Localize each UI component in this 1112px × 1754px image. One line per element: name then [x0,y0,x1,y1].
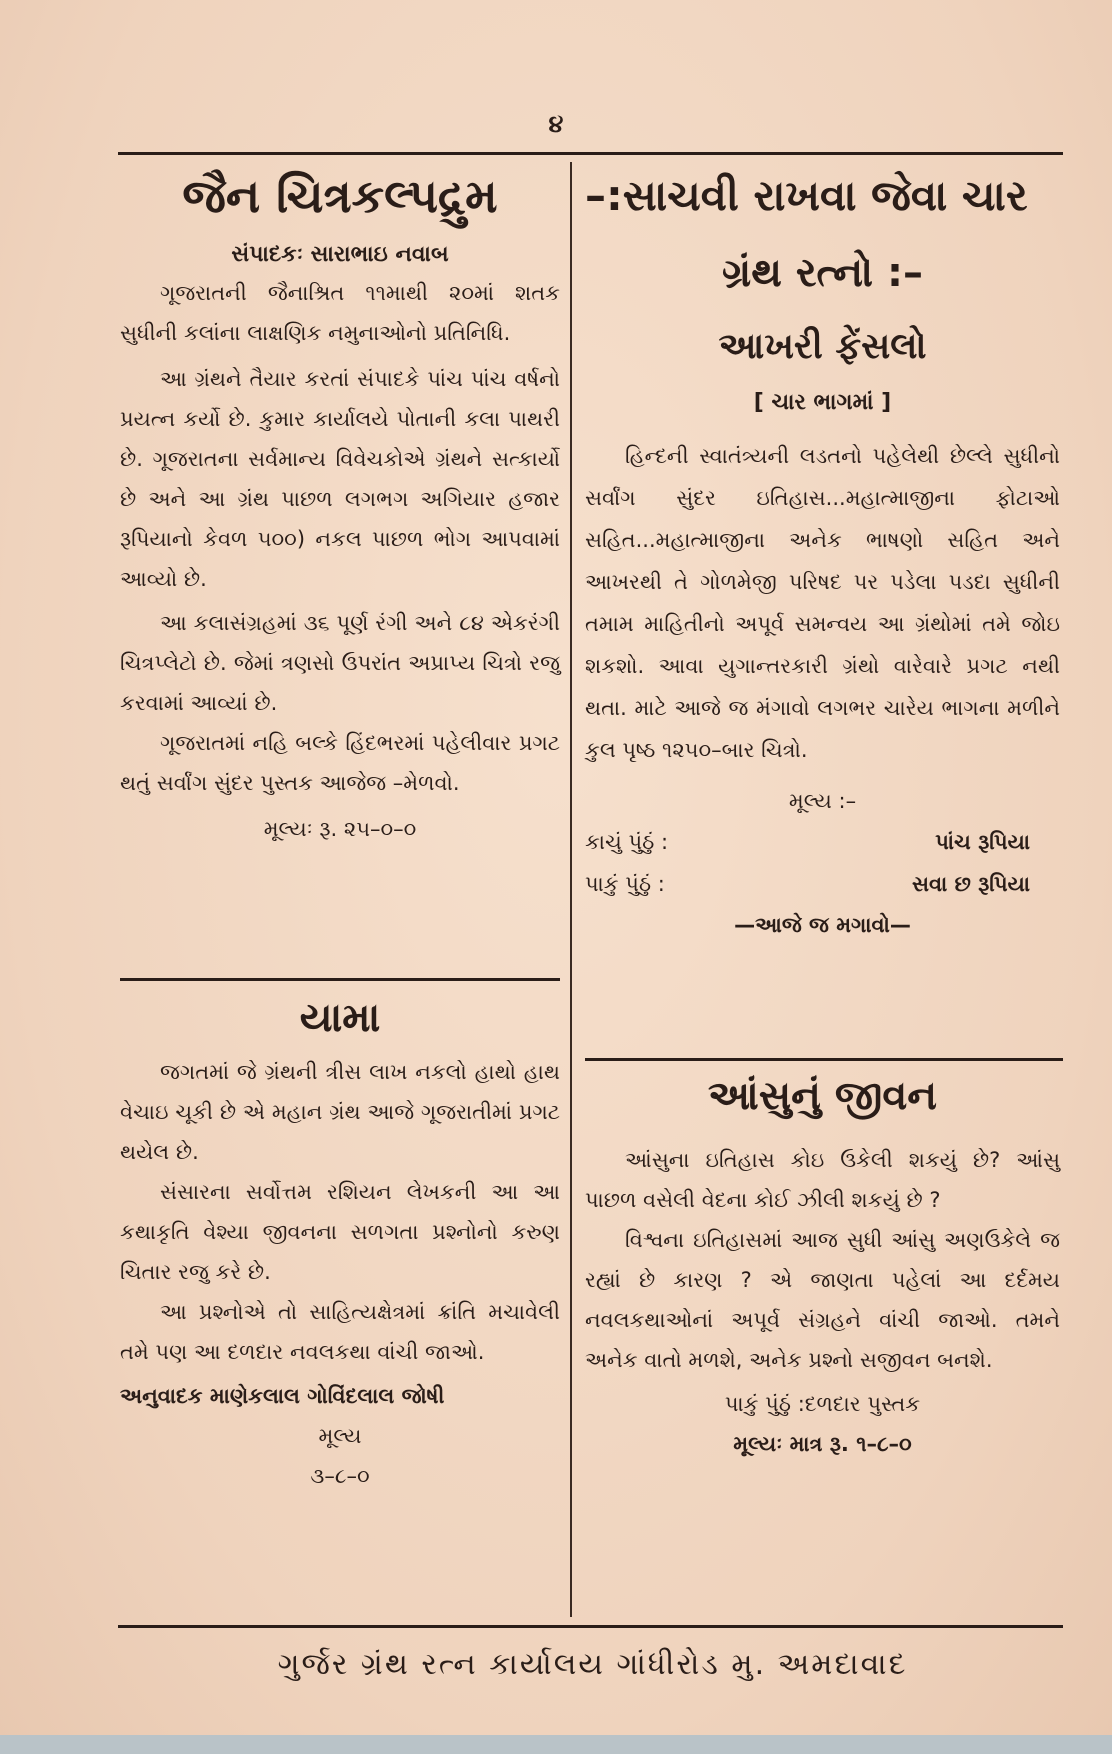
book-paragraph: આ કલાસંગ્રહમાં ૩૬ પૂર્ણ રંગી અને ૮૪ એકરંગી ચિત્રપ્લેટો છે. જેમાં ત્રણસો ઉપરાંત અપ્રાપ્ય ચિત્રો રજુ કરવામાં આવ્યાં છે. [120,611,560,715]
price-row-label: કાચું પુંઠું : [585,830,669,854]
left-column-lower [120,990,560,1496]
book-title: જૈન ચિત્રકલ્પદ્રુમ [182,169,498,223]
book-translator: અનુવાદક માણેકલાલ ગોવિંદલાલ જોષી [120,1384,445,1408]
book-jain-chitrakalpadrum [120,165,560,849]
book-title: આંસુનું જીવન [707,1073,938,1119]
top-rule [118,152,1063,155]
book-paragraph: સંસારના સર્વોત્તમ રશિયન લેખકની આ આ કથાકૃતિ વેશ્યા જીવનના સળગતા પ્રશ્નોનો કરુણ ચિતાર રજુ કરે છે. [120,1180,560,1284]
right-column-lower [585,1068,1060,1464]
book-binding: પાકું પુંઠું :દળદાર પુસ્તક [724,1392,921,1416]
book-paragraph: હિન્દની સ્વાતંત્ર્યની લડતનો પહેલેથી છેલ્લે સુધીનો સર્વાંગ સુંદર ઇતિહાસ...મહાત્માજીના ફોટાઓ સહિત...મહાત્માજીના અનેક ભાષણો સહિત અને આખરથી તે ગોળમેજી પરિષદ પર પડેલા પડદા સુધીની તમામ માહિતીનો અપૂર્વ સમન્વય આ ગ્રંથોમાં તમે જોઇ શકશો. આવા યુગાન્તરકારી ગ્રંથો વારેવારે પ્રગટ નથી થતા. માટે આજે જ મંગાવો લગભર ચારેય ભાગના મળીને કુલ પૃષ્ઠ ૧૨૫૦–બાર ચિત્રો. [585,444,1060,762]
book-aansunu-jivan [585,1068,1060,1464]
book-paragraph: ગૂજરાતમાં નહિ બલ્કે હિંદભરમાં પહેલીવાર પ્રગટ થતું સર્વાંગ સુંદર પુસ્તક આજેજ –મેળવો. [120,731,560,795]
price-row [585,863,1060,905]
book-title: યામા [299,995,381,1041]
book-yama [120,990,560,1496]
book-aakhari-fensalo [585,319,1060,945]
book-price-label: મૂલ્ય [318,1424,362,1448]
book-paragraph: ગૂજરાતની જૈનાશ્રિત ૧૧માથી ૨૦માં શતક સુધીની કલાંના લાક્ષણિક નમુનાઓનો પ્રતિનિધિ. [120,281,560,345]
book-editor: સંપાદકઃ સારાભાઇ નવાબ [231,242,449,267]
book-subtitle: [ ચાર ભાગમાં ] [753,390,892,415]
section-heading: ગ્રંથ રત્નો :– [722,250,923,296]
book-paragraph: આંસુના ઇતિહાસ કોઇ ઉકેલી શકયું છે? આંસુ પાછળ વસેલી વેદના કોઈ ઝીલી શકયું છે ? [585,1148,1060,1212]
page-number: ૪ [548,110,564,138]
publisher-footer: ગુર્જર ગ્રંથ રત્ન કાર્યાલય ગાંધીરોડ મુ. અમદાવાદ [277,1647,908,1682]
book-paragraph: વિશ્વના ઇતિહાસમાં આજ સુધી આંસુ અણઉકેલે જ રહ્યાં છે કારણ ? એ જાણતા પહેલાં આ દર્દમય નવલકથાઓનાં અપૂર્વ સંગ્રહને વાંચી જાઓ. તમને અનેક વાતો મળશે, અનેક પ્રશ્નો સજીવન બનશે. [585,1228,1060,1372]
book-paragraph: આ ગ્રંથને તૈયાર કરતાં સંપાદકે પાંચ પાંચ વર્ષનો પ્રયત્ન કર્યો છે. કુમાર કાર્યાલયે પોતાની કલા પાથરી છે. ગૂજરાતના સર્વમાન્ય વિવેચકોએ ગ્રંથને સત્કાર્યો છે અને આ ગ્રંથ પાછળ લગભગ અગિયાર હજાર રૂપિયાનો કેવળ ૫૦૦) નકલ પાછળ ભોગ આપવામાં આવ્યો છે. [120,367,560,591]
price-row-value: સવા છ રૂપિયા [912,872,1030,896]
book-paragraph: જગતમાં જે ગ્રંથની ત્રીસ લાખ નકલો હાથો હાથ વેચાઇ ચૂકી છે એ મહાન ગ્રંથ આજે ગૂજરાતીમાં પ્રગટ થયેલ છે. [120,1060,560,1164]
book-title: આખરી ફેંસલો [718,326,927,367]
book-price: મૂલ્યઃ રૂ. ૨૫–૦–૦ [263,817,417,841]
column-divider [570,162,572,1617]
right-column [585,165,1060,945]
book-call-to-action: —આજે જ મગાવો— [734,913,911,937]
price-row [585,821,1060,863]
book-price-label: મૂલ્ય :– [788,789,857,813]
price-row-label: પાકું પુંઠું : [585,872,665,896]
right-section-rule [585,1058,1063,1061]
left-column [120,165,560,849]
scan-edge [0,1735,1112,1754]
book-paragraph: આ પ્રશ્નોએ તો સાહિત્યક્ષેત્રમાં ક્રાંતિ મચાવેલી તમે પણ આ દળદાર નવલકથા વાંચી જાઓ. [120,1300,560,1364]
price-row-value: પાંચ રૂપિયા [935,830,1030,854]
section-heading: –:સાચવી રાખવા જેવા ચાર [585,171,1028,220]
book-price: મૂલ્યઃ માત્ર રૂ. ૧–૮–૦ [733,1432,912,1456]
bottom-rule [118,1625,1063,1628]
left-section-rule [120,978,560,981]
book-price: ૩–૮–૦ [310,1464,370,1488]
